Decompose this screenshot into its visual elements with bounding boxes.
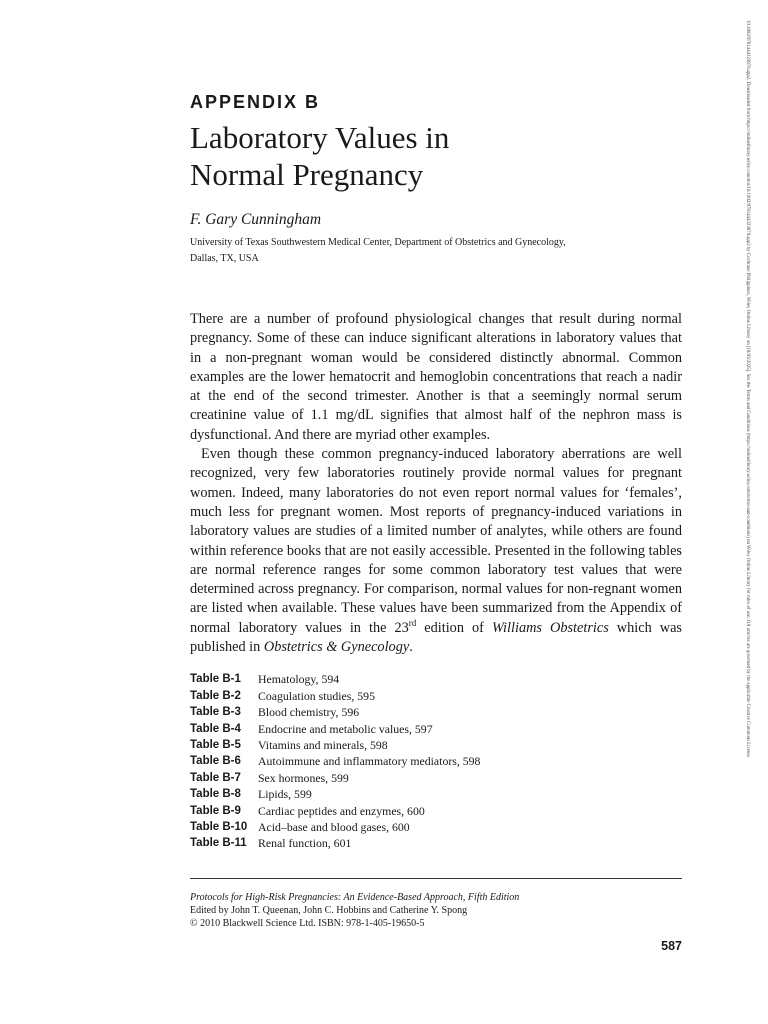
table-label: Table B-7	[190, 771, 241, 784]
table-label: Table B-6	[190, 755, 241, 768]
paragraph-2-text: Even though these common pregnancy-induced laboratory aberrations are well recognized, very few laboratories routinely provide normal values for pregnant women. Indeed, many laboratories do not even report normal values for ‘females’, much less for pregnant women. Most reports of pregnancy-induced variations in laboratory values are studies of a limited number of analytes, while others are found within reference books that are not easily accessible. Presented in the following tables are normal reference ranges for some common laboratory test values that were determined across pregnancy. For comparison, normal values for non-regnant women are listed when available. These values have been summarized from the Appendix of normal laboratory values in the 23	[190, 446, 682, 636]
table-list	[190, 671, 682, 851]
table-title: Sex hormones, 599	[258, 770, 349, 785]
paragraph-1: There are a number of profound physiological changes that result during normal pregnancy. Some of these can induce significant alterations in laboratory values that in a non-pregnant woman would be considered distinctly abnormal. Common examples are the lower hematocrit and hemoglobin concentrations that reach a nadir at the end of the second trimester. Another is that a seemingly normal serum creatinine value of 1.1 mg/dL signifies that almost half of the nephron mass is dysfunctional. And there are myriad other examples.	[190, 311, 682, 443]
table-title: Coagulation studies, 595	[258, 688, 375, 703]
edition-text: edition of	[416, 619, 492, 636]
table-title: Endocrine and metabolic values, 597	[258, 721, 433, 736]
list-item	[190, 721, 682, 737]
published-text: which was published in	[190, 619, 682, 656]
table-label: Table B-5	[190, 738, 241, 751]
table-label: Table B-10	[190, 821, 248, 833]
download-notice	[736, 20, 756, 1004]
list-item	[190, 803, 682, 819]
list-item	[190, 671, 682, 687]
download-notice-text: 10.1002/9781444323870.app2, Downloaded from https://onlinelibrary.wiley.com/doi/10.1002/9781444323870.app2 by Cochrane Philippines, Wiley Online Library on [18/03/2025]. See the Terms and Conditions (https://onlinelibrary.wiley.com/terms-and-conditions) on Wiley Online Library for rules of use; OA articles are governed by the applicable Creative Commons License	[745, 20, 750, 758]
footer-editors: Edited by John T. Queenan, John C. Hobbins and Catherine Y. Spong	[190, 905, 468, 916]
table-title: Acid–base and blood gases, 600	[258, 820, 410, 834]
affiliation-line-1: University of Texas Southwestern Medical Center, Department of Obstetrics and Gynecology,	[190, 237, 566, 248]
list-item	[190, 770, 682, 786]
author-affiliation	[190, 235, 682, 267]
paragraph-2	[190, 445, 682, 657]
table-title: Renal function, 601	[258, 836, 352, 851]
list-item	[190, 753, 682, 769]
author-name: F. Gary Cunningham	[190, 211, 322, 228]
body-text	[190, 310, 682, 657]
table-title: Lipids, 599	[258, 787, 312, 802]
table-label: Table B-9	[190, 804, 241, 817]
table-label: Table B-11	[190, 837, 247, 850]
table-title: Hematology, 594	[258, 672, 340, 687]
page-number: 587	[661, 939, 682, 953]
list-item	[190, 704, 682, 720]
book-title-ref: Williams Obstetrics	[491, 619, 609, 636]
table-label: Table B-3	[190, 706, 241, 719]
list-item	[190, 819, 682, 835]
page-content	[190, 92, 682, 852]
table-title: Vitamins and minerals, 598	[258, 737, 388, 752]
table-title: Cardiac peptides and enzymes, 600	[258, 803, 425, 818]
footer-book-title: Protocols for High-Risk Pregnancies: An Evidence-Based Approach, Fifth Edition	[190, 892, 520, 903]
table-label: Table B-4	[190, 722, 241, 735]
footer	[190, 891, 682, 930]
table-label: Table B-1	[190, 673, 241, 686]
title-line-1: Laboratory Values in	[190, 120, 450, 155]
journal-title-ref: Obstetrics & Gynecology	[263, 639, 410, 656]
page-title	[190, 119, 682, 193]
table-title: Blood chemistry, 596	[258, 705, 360, 720]
list-item	[190, 835, 682, 851]
list-item	[190, 688, 682, 704]
list-item	[190, 737, 682, 753]
table-label: Table B-2	[190, 689, 241, 702]
ordinal-suffix: rd	[408, 617, 417, 628]
table-label: Table B-8	[190, 788, 241, 801]
appendix-label: APPENDIX B	[190, 92, 321, 112]
footer-divider	[190, 878, 682, 879]
list-item	[190, 786, 682, 802]
title-line-2: Normal Pregnancy	[190, 157, 424, 192]
affiliation-line-2: Dallas, TX, USA	[190, 253, 259, 264]
footer-copyright: © 2010 Blackwell Science Ltd. ISBN: 978-1-405-19650-5	[190, 918, 425, 929]
table-title: Autoimmune and inflammatory mediators, 598	[258, 754, 481, 769]
end-period: .	[409, 639, 413, 656]
